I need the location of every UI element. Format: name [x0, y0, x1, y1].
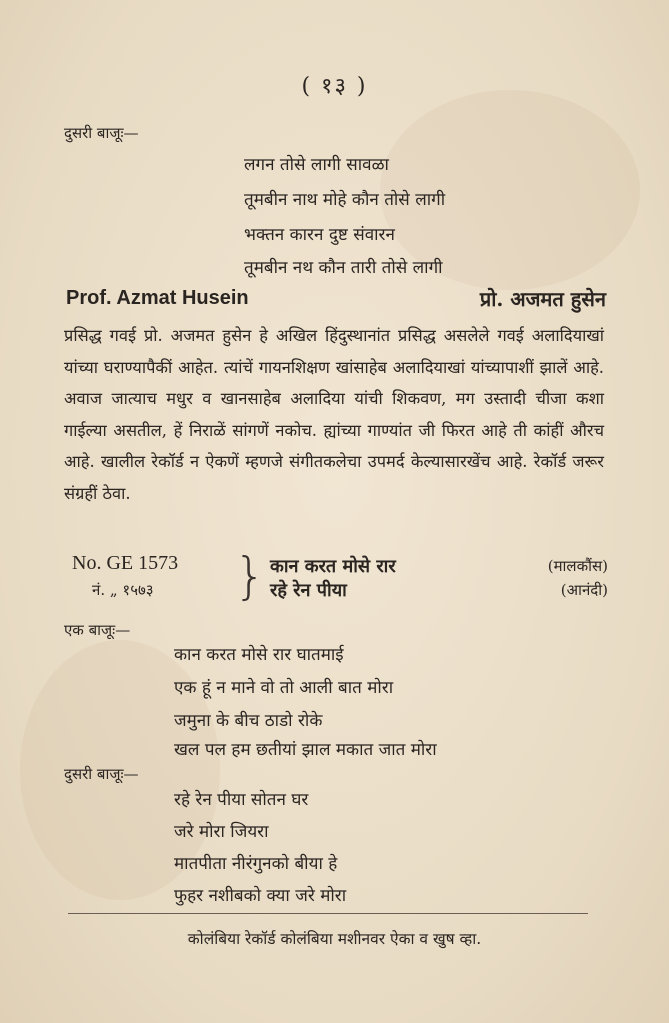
- record-song: रहे रेन पीया: [270, 580, 347, 601]
- lyric-line: तूमबीन नाथ मोहे कौन तोसे लागी: [244, 190, 446, 210]
- record-raga: (मालकौंस): [547, 557, 608, 575]
- lyric-line: एक हूं न माने वो तो आली बात मोरा: [174, 678, 394, 698]
- record-entry: [64, 547, 608, 608]
- lyric-line: तूमबीन नथ कौन तारी तोसे लागी: [244, 258, 443, 278]
- artist-heading: [66, 285, 606, 310]
- lyric-line: मातपीता नीरंगुनको बीया हे: [174, 854, 338, 874]
- artist-name-marathi: प्रो. अजमत हुसेन: [479, 287, 606, 311]
- artist-name-english: Prof. Azmat Husein: [66, 287, 249, 309]
- side-label: दुसरी बाजूः—: [64, 124, 139, 142]
- footer-note: कोलंबिया रेकॉर्ड कोलंबिया मशीनवर ऐका व खुष व्हा.: [187, 930, 482, 948]
- divider: [68, 913, 588, 914]
- record-song: कान करत मोसे रार: [270, 556, 396, 577]
- lyric-line: लगन तोसे लागी सावळा: [244, 155, 389, 175]
- record-number-english: No. GE 1573: [72, 552, 179, 574]
- lyric-line: भक्तन कारन दुष्ट संवारन: [244, 225, 395, 245]
- lyric-line: खल पल हम छतीयां झाल मकात जात मोरा: [174, 740, 437, 760]
- lyric-line: कान करत मोसे रार घातमाई: [174, 645, 344, 665]
- lyric-line: जरे मोरा जियरा: [174, 822, 269, 842]
- record-number-marathi: नं. „ १५७३: [92, 581, 154, 599]
- lyric-line: जमुना के बीच ठाडो रोके: [174, 711, 323, 731]
- artist-description: प्रसिद्ध गवई प्रो. अजमत हुसेन हे अखिल हिंदुस्थानांत प्रसिद्ध असलेले गवई अलादियाखां यांच्या घराण्यापैकीं आहेत. त्यांचें गायनशिक्षण खांसाहेब अलादियाखां यांच्यापाशीं झालें आहे. अवाज जात्याच मधुर व खानसाहेब अलादिया यांची शिकवण, मग उस्तादी चीजा कशा गाईल्या असतील, हें निराळें सांगणें नकोच. ह्यांच्या गाण्यांत जी फिरत आहे ती कांहीं औरच आहे. खालील रेकॉर्ड न ऐकणें म्हणजे संगीतकलेचा उपमर्द केल्यासारखेंच आहे. रेकॉर्ड जरूर संग्रहीं ठेवा.: [64, 326, 604, 503]
- side-label: एक बाजूः—: [64, 621, 131, 639]
- lyric-line: फुहर नशीबको क्या जरे मोरा: [174, 886, 347, 906]
- brace-glyph: }: [234, 547, 266, 605]
- record-raga: (आनंदी): [560, 581, 608, 599]
- lyric-line: रहे रेन पीया सोतन घर: [174, 790, 309, 810]
- page-number: ( १३ ): [301, 74, 368, 99]
- side-label: दुसरी बाजूः—: [64, 765, 139, 783]
